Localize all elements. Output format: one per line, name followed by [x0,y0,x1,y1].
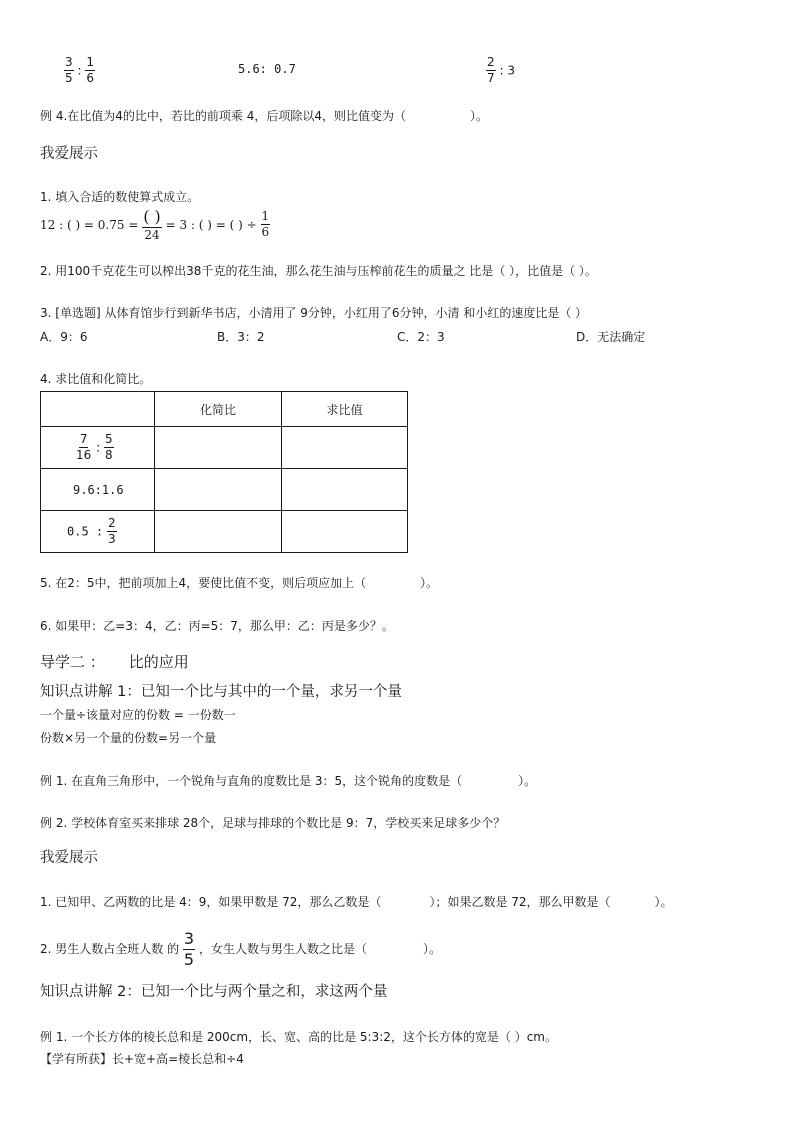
knowledge-point-2-title: 知识点讲解 2：已知一个比与两个量之和，求这两个量 [40,984,388,1000]
show-question-1 [40,896,673,908]
ratio-rest: : 3 [499,63,515,78]
example-1 [40,775,536,787]
numerator: 3 [183,929,195,948]
show-question-2-end: ）。 [422,942,441,957]
formula-line-2: 份数×另一个量的份数=另一个量 [40,731,217,745]
table-row [41,427,408,469]
numerator: 1 [85,56,95,71]
table-cell-value[interactable] [282,469,408,511]
numerator: 2 [486,56,496,71]
table-cell-value[interactable] [282,427,408,469]
question-6: 6. 如果甲：乙=3：4，乙：丙=5：7，那么甲：乙：丙是多少？。 [40,619,394,633]
show-question-2-text: 2. 男生人数占全班人数 的 [40,942,180,957]
ratio-left: 0.5 : [67,524,104,539]
table-row [41,511,408,553]
table-cell-simplified[interactable] [155,469,282,511]
fraction [486,56,496,85]
equation-part: = 3 : ( ) = ( ) ÷ [165,217,257,232]
denominator: 6 [86,71,94,86]
example-1b: 例 1. 一个长方体的棱长总和是 200cm，长、宽、高的比是 5:3:2，这个长方体的宽是（ ）cm。 [40,1030,557,1044]
formula-line-1: 一个量÷该量对应的份数 = 一份数一 [40,708,236,722]
ratio-fraction-2 [486,56,515,85]
show-question-2 [40,930,441,968]
ratio-fraction-1 [64,56,95,85]
question-4-title: 4. 求比值和化简比。 [40,372,152,386]
denominator: 3 [107,532,116,546]
table-header-cell: 求比值 [282,392,408,427]
equation-part: 12 : ( ) = 0.75 = [40,217,139,232]
denominator: 7 [487,71,495,86]
table-header-cell: 化简比 [155,392,282,427]
example-4 [40,110,488,122]
ratio-decimal: 5.6: 0.7 [238,62,296,76]
ratio-colon: : [77,63,82,78]
section-heading-show: 我爱展示 [40,146,98,162]
table-cell-ratio: 9.6:1.6 [41,469,155,511]
section-title: 比的应用 [128,653,189,671]
example-4-text: 例 4.在比值为4的比中，若比的前项乘 4，后项除以4，则比值变为（ [40,109,406,123]
question-5-text: 5. 在2：5中，把前项加上4，要使比值不变，则后项应加上（ [40,576,367,590]
question-5-end: ）。 [420,576,439,590]
question-3: 3. [单选题] 从体育馆步行到新华书店，小清用了 9分钟，小红用了6分钟，小清 和小红的速度比是（ ） [40,306,588,320]
fraction [261,210,271,239]
learning-gain: 【学有所获】长+宽+高=棱长总和÷4 [40,1052,244,1066]
table-cell-value[interactable] [282,511,408,553]
denominator: 6 [261,225,270,240]
fraction [104,433,114,462]
question-5 [40,577,438,589]
fraction [75,433,92,462]
ratio-table [40,391,408,553]
fraction [85,56,95,85]
table-cell-ratio [41,427,155,469]
numerator: 5 [104,433,114,448]
numerator: ( ) [143,207,161,226]
table-cell-simplified[interactable] [155,427,282,469]
example-2: 例 2. 学校体育室买来排球 28个，足球与排球的个数比是 9：7，学校买来足球多少个？ [40,816,506,830]
knowledge-point-1-title: 知识点讲解 1：已知一个比与其中的一个量，求另一个量 [40,684,402,700]
example-1-text: 例 1. 在直角三角形中，一个锐角与直角的度数比是 3：5，这个锐角的度数是（ [40,774,463,788]
section-heading-show: 我爱展示 [40,850,98,866]
numerator: 2 [107,517,117,532]
show-question-1-mid: ）；如果乙数是 72，那么甲数是（ [429,895,611,909]
numerator: 1 [261,210,271,225]
table-cell-ratio [41,511,155,553]
option-a: A．9：6 [40,330,88,344]
example-4-end: ）。 [470,109,489,123]
question-2: 2. 用100千克花生可以榨出38千克的花生油，那么花生油与压榨前花生的质量之 比是（ ），比值是（ ）。 [40,264,597,278]
numerator: 3 [64,56,74,71]
denominator: 5 [183,949,195,969]
denominator: 5 [65,71,73,86]
question-1-equation [40,208,270,242]
section-heading-2 [40,655,189,670]
numerator: 7 [79,433,89,448]
option-d: D．无法确定 [576,330,646,344]
table-row [41,469,408,511]
option-b: B．3：2 [217,330,265,344]
denominator: 16 [76,448,92,462]
fraction [107,517,117,546]
show-question-2-mid: ，女生人数与男生人数之比是（ [198,942,367,957]
show-question-1-text: 1. 已知甲、乙两数的比是 4：9，如果甲数是 72，那么乙数是（ [40,895,382,909]
fraction [64,56,74,85]
show-question-1-end: ）。 [654,895,673,909]
ratio-colon: : [96,440,101,455]
table-cell-simplified[interactable] [155,511,282,553]
section-label: 导学二 ： [40,653,105,671]
fraction [183,930,195,968]
table-header-cell [41,392,155,427]
fraction [142,208,162,242]
example-1-end: ）。 [518,774,537,788]
denominator: 24 [144,227,160,242]
option-c: C．2：3 [397,330,445,344]
question-1-title: 1. 填入合适的数使算式成立。 [40,190,200,204]
denominator: 8 [104,448,113,462]
table-header-row [41,392,408,427]
